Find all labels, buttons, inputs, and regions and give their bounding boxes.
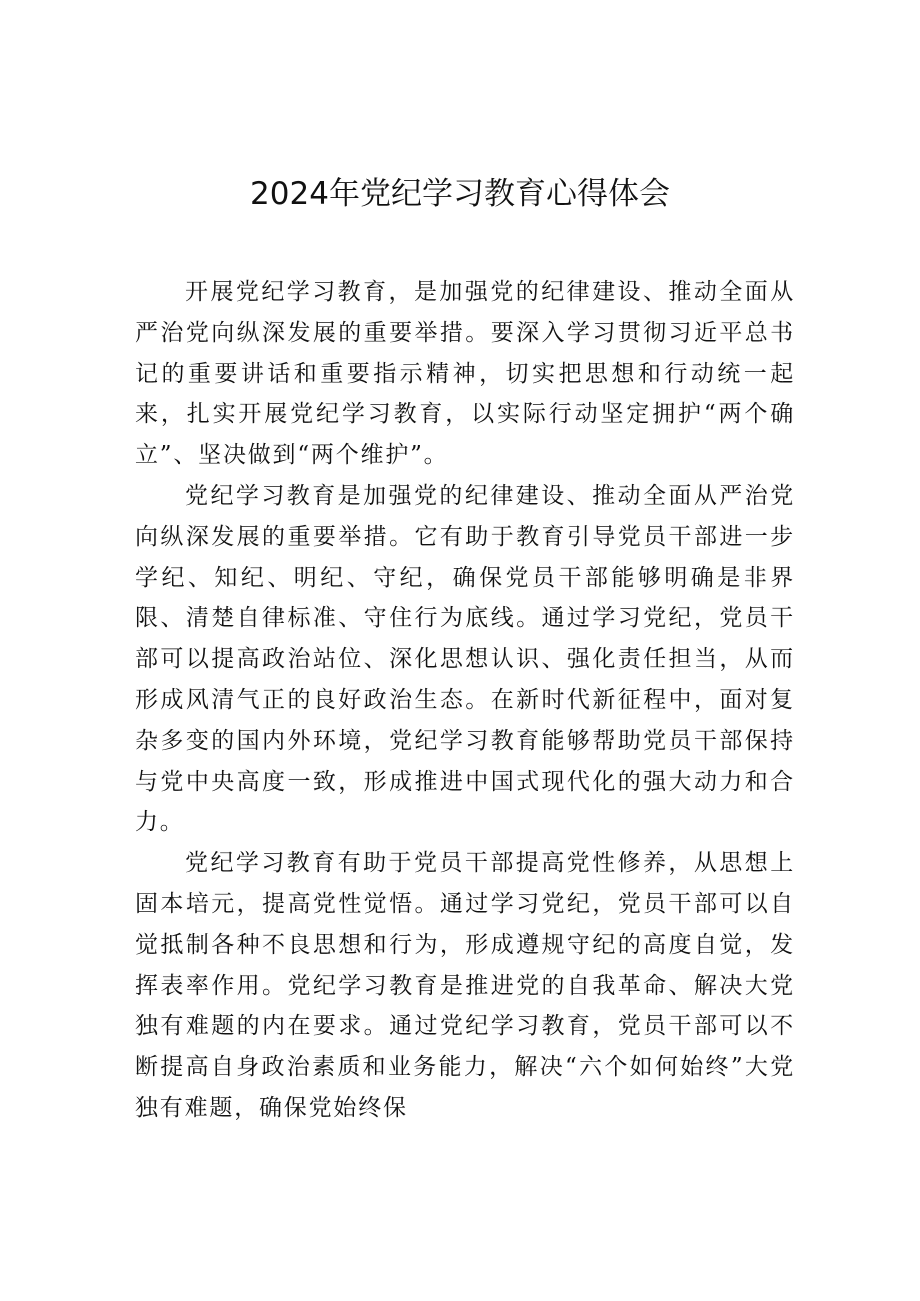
document-title: 2024年党纪学习教育心得体会 xyxy=(250,176,670,212)
paragraph-1: 开展党纪学习教育，是加强党的纪律建设、推动全面从严治党向纵深发展的重要举措。要深入学习贯彻习近平总书记的重要讲话和重要指示精神，切实把思想和行动统一起来，扎实开展党纪学习教育，以实际行动坚定拥护“两个确立”、坚决做到“两个维护”。 xyxy=(135,279,795,469)
paragraph-2: 党纪学习教育是加强党的纪律建设、推动全面从严治党向纵深发展的重要举措。它有助于教育引导党员干部进一步学纪、知纪、明纪、守纪，确保党员干部能够明确是非界限、清楚自律标准、守住行为底线。通过学习党纪，党员干部可以提高政治站位、深化思想认识、强化责任担当，从而形成风清气正的良好政治生态。在新时代新征程中，面对复杂多变的国内外环境，党纪学习教育能够帮助党员干部保持与党中央高度一致，形成推进中国式现代化的强大动力和合力。 xyxy=(135,482,795,836)
document-body xyxy=(135,272,795,1129)
paragraph-3: 党纪学习教育有助于党员干部提高党性修养，从思想上固本培元，提高党性觉悟。通过学习党纪，党员干部可以自觉抵制各种不良思想和行为，形成遵规守纪的高度自觉，发挥表率作用。党纪学习教育是推进党的自我革命、解决大党独有难题的内在要求。通过党纪学习教育，党员干部可以不断提高自身政治素质和业务能力，解决“六个如何始终”大党独有难题，确保党始终保 xyxy=(135,850,795,1121)
